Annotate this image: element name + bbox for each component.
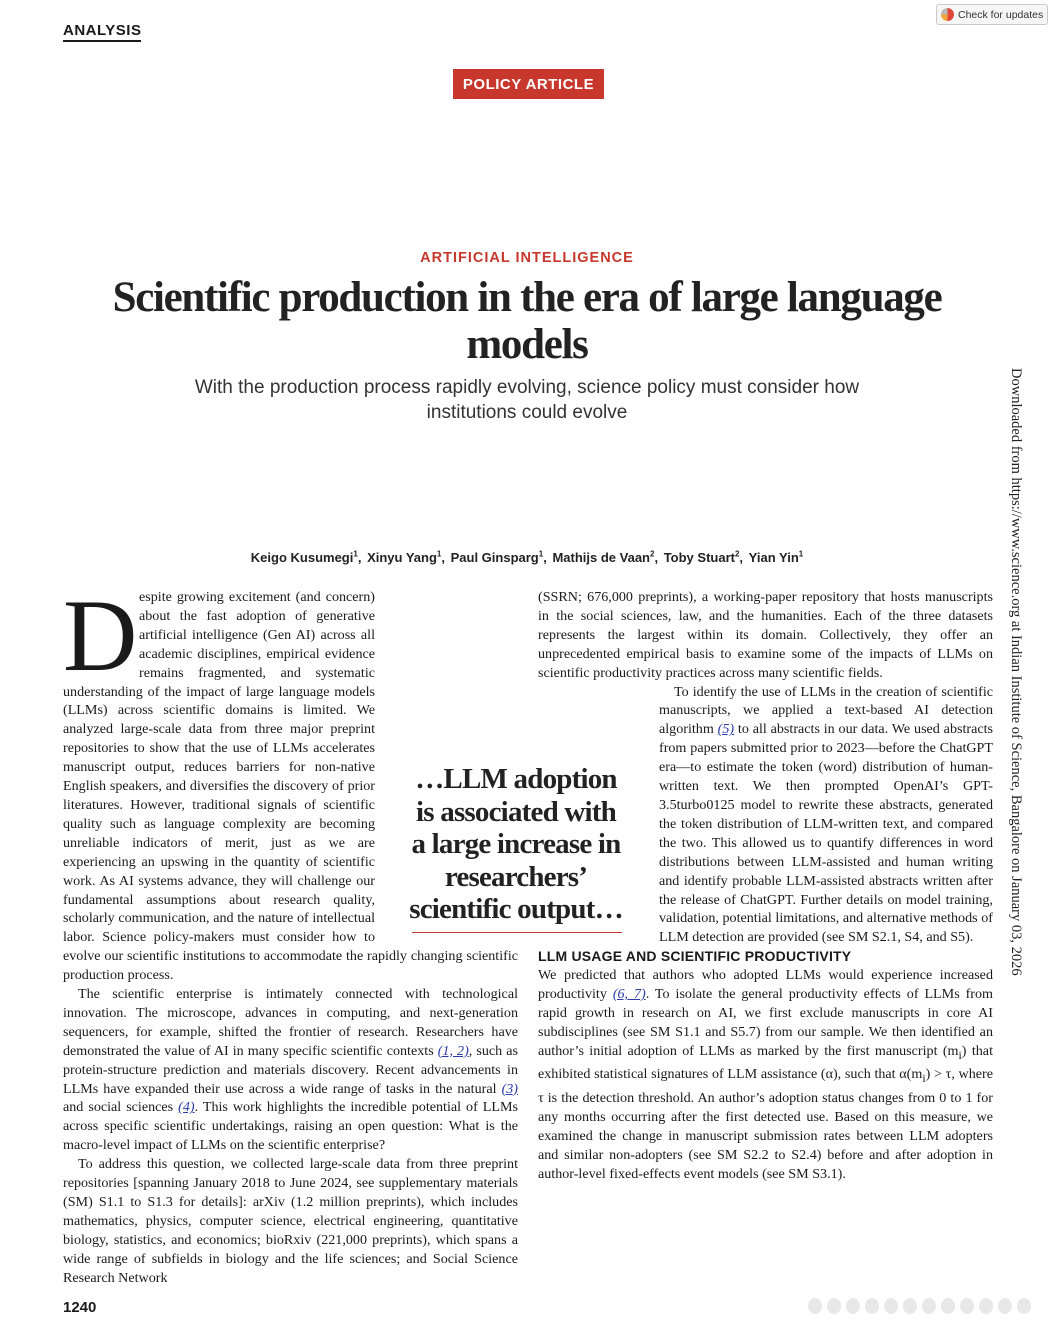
article-title: Scientific production in the era of large language models [112,274,942,368]
author: Keigo Kusumegi$^1$, [250,550,362,566]
paragraph: (SSRN; 676,000 preprints), a working-paper repository that hosts manuscripts in the social sciences, law, and the humanities. Each of the three datasets represents the largest within its domain. Collectively, they offer an unprecedented empirical basis to examine some of the impacts of LLMs on scientific productivity practices across many scientific fields. [538,589,993,681]
check-for-updates-label: Check for updates [958,8,1044,21]
paragraph: The scientific enterprise is intimately connected with technological innovation. The microscope, advances in computing, and next-generation sequencers, for example, shifted the frontier of research. Researchers have demonstrated the value of AI in many specific scientific contexts (1, 2), such as protein-structure prediction and materials discovery. Recent advancements in LLMs have expanded their use across a wide range of tasks in the natural (3) and social sciences (4). This work highlights the incredible potential of LLMs across specific scientific undertakings, raising an open question: What is the macro-level impact of LLMs on the scientific enterprise? [63,986,518,1154]
paragraph: To identify the use of LLMs in the creation of scientific manuscripts, we applied a text-based AI detection algorithm (5) to all abstracts in our data. We used abstracts from papers submitted prior to 2023—before the ChatGPT era—to estimate the token (word) distribution of human-written text. We then prompted OpenAI’s GPT-3.5turbo0125 model to rewrite these abstracts, generated the token distribution of LLM-written text, and compared the two. This allowed us to quantify differences in word distributions between LLM-assisted and human writing and identify probable LLM-assisted abstracts written after the release of ChatGPT. Further details on model training, validation, potential limitations, and alternative methods of LLM detection are provided (see SM S2.1, S4, and S5). [538,683,993,948]
author: Xinyu Yang$^1$, [367,550,445,566]
author-list [0,550,1054,565]
watermark-dots [808,1298,1031,1314]
body-column-left [63,579,518,1288]
paragraph: D espite growing excitement (and concern) about the fast adoption of generative artificial intelligence (Gen AI) across all academic disciplines, empirical evidence remains fragmented, and systematic understanding of the impact of large language models (LLMs) across scientific domains is limited. We analyzed large-scale data from three major preprint repositories to show that the use of LLMs accelerates manuscript output, reduces barriers for non-native English speakers, and diversifies the discovery of prior literatures. However, traditional signals of scientific quality such as language complexity are becoming unreliable indicators of merit, just as we are experiencing an upswing in the quantity of scientific work. As AI systems advance, they will challenge our fundamental assumptions about research quality, scholarly communication, and the nature of intellectual labor. Science policy-makers must consider how to evolve our scientific institutions to accommodate the rapidly changing scientific production process. [63,579,518,984]
citation-link[interactable]: (6, 7) [612,986,646,1003]
citation-link[interactable]: (3) [501,1080,518,1097]
article-subtitle: With the production process rapidly evolving, science policy must consider how institutions could evolve [194,377,860,423]
paragraph: To address this question, we collected large-scale data from three preprint repositories [spanning January 2018 to June 2024, see supplementary materials (SM) S1.1 to S1.3 for details]: arXiv (1.2 million preprints), which includes mathematics, physics, computer science, electrical engineering, quantitative biology, statistics, and economics; bioRxiv (221,000 preprints), which spans a wide range of subfields in biology and the life sciences; and Social Science Research Network [63,1156,518,1286]
citation-link[interactable]: (4) [178,1099,195,1116]
citation-link[interactable]: (1, 2) [437,1042,469,1059]
author: Paul Ginsparg$^1$, [450,550,547,566]
crossmark-icon [941,8,954,21]
author: Mathijs de Vaan$^2$, [552,550,659,566]
download-notice: Downloaded from https://www.science.org at Indian Institute of Science, Bangalore on January 03, 2026 [1008,368,1024,976]
page-number: 1240 [63,1299,97,1316]
section-heading: LLM USAGE AND SCIENTIFIC PRODUCTIVITY [538,948,852,965]
pull-quote-rule [412,932,622,933]
pull-quote: …LLM adoption is associated with a large increase in researchers’ scientific output… [409,763,623,925]
citation-link[interactable]: (5) [717,721,735,738]
paragraph: We predicted that authors who adopted LLMs would experience increased productivity (6, 7). To isolate the general productivity effects of LLMs from rapid growth in research on AI, we first exclude manuscripts in core AI subdisciplines (see SM S1.1 and S5.7) from our sample. We then identified an author’s initial adoption of LLMs as marked by the first manuscript $(m_i)$ that exhibited statistical signatures of LLM assistance (α), such that $\alpha(m_i) > \tau$, where τ is the detection threshold. An author’s adoption status changes from 0 to 1 for any months occurring after the first detected use. Based on this measure, we examined the change in manuscript submission rates between LLM adopters and similar non-adopters (see SM S2.2 to S2.4) before and after adoption in author-level fixed-effects event models (see SM S3.1). [538,967,993,1182]
article-type-badge: POLICY ARTICLE [453,69,604,99]
section-label: ANALYSIS [63,22,141,42]
author: Toby Stuart$^2$, [663,550,744,566]
check-for-updates-button[interactable] [936,4,1048,25]
author: Yian Yin$^1$ [748,550,804,566]
kicker: ARTIFICIAL INTELLIGENCE [420,250,634,266]
drop-cap: D [63,579,138,693]
